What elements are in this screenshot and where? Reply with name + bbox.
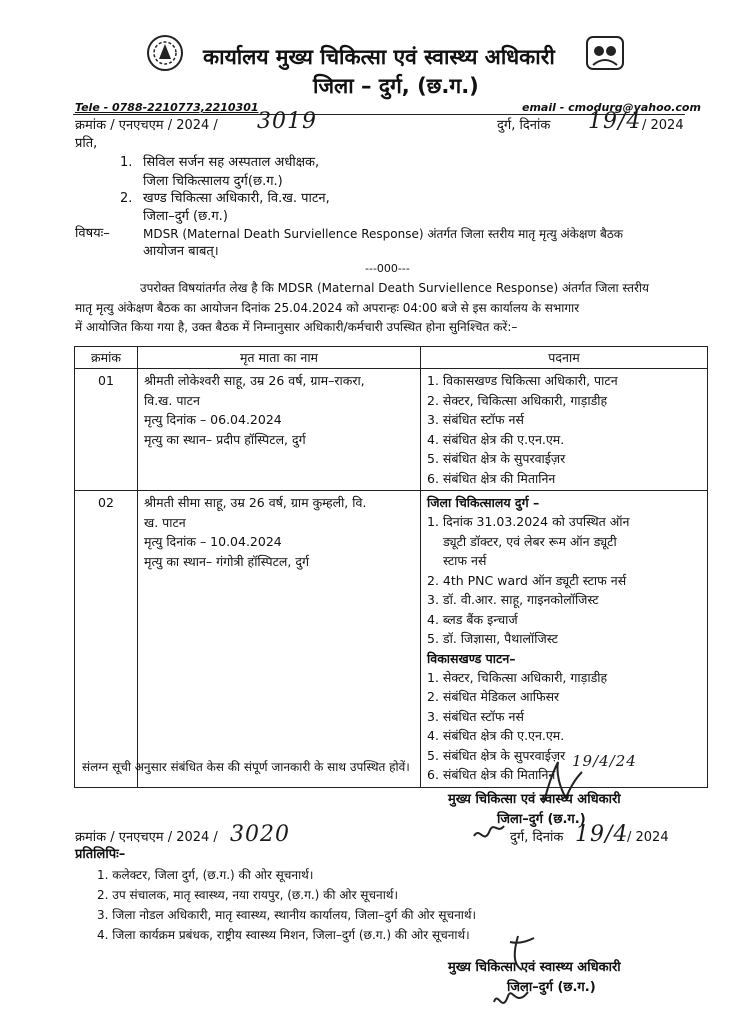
signature-2-district: जिला–दुर्ग (छ.ग.) (507, 980, 596, 995)
recipient-2-line2: जिला–दुर्ग (छ.ग.) (143, 209, 228, 224)
row-1-name-line: श्रीमती लोकेश्वरी साहू, उम्र 26 वर्ष, ग्राम–राकरा, (144, 373, 365, 388)
list-item: स्टाफ नर्स (443, 553, 487, 568)
ref-prefix: क्रमांक / एनएचएम / 2024 / (75, 118, 218, 133)
row-1-designations (421, 369, 708, 491)
table-row (75, 369, 708, 491)
row-2-name-line: श्रीमती सीमा साहू, उम्र 26 वर्ष, ग्राम कुम्हली, वि. (144, 495, 367, 510)
recipient-2-line1: खण्ड चिकित्सा अधिकारी, वि.ख. पाटन, (143, 191, 330, 206)
signature-1-district: जिला–दुर्ग (छ.ग.) (497, 812, 586, 827)
list-item: 4. संबंधित क्षेत्र की ए.एन.एम. (427, 728, 565, 743)
list-item: 6. संबंधित क्षेत्र की मितानिन (427, 470, 556, 486)
list-item: 2. सेक्टर, चिकित्सा अधिकारी, गाड़ाडीह (427, 392, 608, 408)
list-item: 4. संबंधित क्षेत्र की ए.एन.एम. (427, 431, 565, 447)
subject-line1: MDSR (Maternal Death Surviellence Response) अंतर्गत जिला स्तरीय मातृ मृत्यु अंकेक्षण बैठक (143, 227, 624, 241)
subject-divider: ---000--- (365, 262, 410, 275)
date-year: / 2024 (642, 118, 684, 133)
table-header-row (75, 347, 708, 369)
list-item: 5. संबंधित क्षेत्र के सुपरवाईज़र (427, 747, 566, 763)
emblem-right-icon (583, 33, 627, 73)
copy-ref-prefix: क्रमांक / एनएचएम / 2024 / (75, 830, 218, 845)
attendance-note: संलग्न सूची अनुसार संबंधित केस की संपूर्ण जानकारी के साथ उपस्थित होवें। (82, 760, 410, 774)
copy-item: 4. जिला कार्यक्रम प्रबंधक, राष्ट्रीय स्वास्थ्य मिशन, जिला–दुर्ग (छ.ग.) की ओर सूचनार्थ। (97, 928, 470, 942)
list-item: 6. संबंधित क्षेत्र की मितानिन (427, 767, 556, 782)
place-date-label: दुर्ग, दिनांक (497, 118, 551, 133)
body-line3: में आयोजित किया गया है, उक्त बैठक में निम्नानुसार अधिकारी/कर्मचारी उपस्थित होना सुनिश्चित करें:– (75, 320, 518, 334)
copy-place-date-label: दुर्ग, दिनांक (510, 830, 564, 845)
row-2-death-place: मृत्यु का स्थान– गंगोत्री हॉस्पिटल, दुर्ग (144, 553, 310, 569)
list-item: 5. संबंधित क्षेत्र के सुपरवाईज़र (427, 451, 566, 466)
row-2-designations (421, 491, 708, 788)
initials-mark (470, 816, 510, 852)
attendee-table (74, 346, 708, 788)
row-1-death-place: मृत्यु का स्थान– प्रदीप हॉस्पिटल, दुर्ग (144, 431, 306, 447)
recipient-2-num: 2. (120, 191, 133, 206)
group-block-patan-title: विकासखण्ड पाटन– (427, 650, 516, 666)
date-handwritten: 19/4 (588, 109, 642, 134)
telephone: Tele - 0788-2210773,2210301 (75, 101, 259, 114)
recipient-1-num: 1. (120, 155, 133, 170)
prati-label: प्रति, (75, 136, 98, 151)
header-designation: पदनाम (421, 347, 708, 369)
row-2-name-cell (138, 491, 421, 788)
copy-title: प्रतिलिपिः– (75, 847, 126, 862)
header-deceased-name: मृत माता का नाम (138, 347, 421, 369)
copy-date-year: / 2024 (627, 830, 669, 845)
body-line2: मातृ मृत्यु अंकेक्षण बैठक का आयोजन दिनांक 25.04.2024 को अपरान्हः 04:00 बजे से इस कार्यालय के सभागार (75, 301, 580, 315)
body-line1: उपरोक्त विषयांतर्गत लेख है कि MDSR (Maternal Death Surviellence Response) अंतर्गत जिला स्तरीय (140, 281, 649, 295)
row-1-name-cell (138, 369, 421, 491)
copy-item: 1. कलेक्टर, जिला दुर्ग, (छ.ग.) की ओर सूचनार्थ। (97, 868, 314, 882)
row-1-serial: 01 (75, 369, 138, 491)
header-serial: क्रमांक (75, 347, 138, 369)
row-2-serial: 02 (75, 491, 138, 788)
list-item: 2. संबंधित मेडिकल आफिसर (427, 689, 560, 704)
row-2-name-line: ख. पाटन (144, 514, 186, 530)
row-1-name-line: वि.ख. पाटन (144, 392, 200, 408)
list-item: 1. दिनांक 31.03.2024 को उपस्थित ऑन (427, 514, 630, 529)
signature-2-title: मुख्य चिकित्सा एवं स्वास्थ्य अधिकारी (448, 960, 621, 975)
office-district: जिला – दुर्ग, (छ.ग.) (313, 74, 479, 98)
list-item: 5. डॉ. जिज्ञासा, पैथालॉजिस्ट (427, 631, 558, 646)
subject-label: विषयः– (75, 226, 110, 241)
group-district-hospital-title: जिला चिकित्सालय दुर्ग – (427, 495, 540, 510)
list-item: 4. ब्लड बैंक इन्चार्ज (427, 611, 518, 627)
table-row (75, 491, 708, 788)
signature-1-date-handwritten: 19/4/24 (572, 752, 637, 770)
list-item: 3. संबंधित स्टॉफ नर्स (427, 708, 524, 724)
copy-ref-number-handwritten: 3020 (230, 822, 290, 847)
list-item: ड्यूटी डॉक्टर, एवं लेबर रूम ऑन ड्यूटी (443, 533, 617, 549)
list-item: 2. 4th PNC ward ऑन ड्यूटी स्टाफ नर्स (427, 572, 627, 588)
list-item: 3. डॉ. वी.आर. साहू, गाइनकोलॉजिस्ट (427, 592, 599, 607)
office-title: कार्यालय मुख्य चिकित्सा एवं स्वास्थ्य अधिकारी (203, 45, 555, 69)
email: email - cmodurg@yahoo.com (522, 101, 701, 114)
copy-item: 3. जिला नोडल अधिकारी, मातृ स्वास्थ्य, स्थानीय कार्यालय, जिला–दुर्ग की ओर सूचनार्थ। (97, 908, 477, 922)
list-item: 1. सेक्टर, चिकित्सा अधिकारी, गाड़ाडीह (427, 669, 608, 685)
copy-date-handwritten: 19/4 (575, 822, 629, 847)
subject-line2: आयोजन बाबत्। (143, 244, 219, 259)
row-1-death-date: मृत्यु दिनांक – 06.04.2024 (144, 412, 282, 427)
copy-item: 2. उप संचालक, मातृ स्वास्थ्य, नया रायपुर, (छ.ग.) की ओर सूचनार्थ। (97, 888, 399, 902)
list-item: 1. विकासखण्ड चिकित्सा अधिकारी, पाटन (427, 373, 618, 388)
list-item: 3. संबंधित स्टॉफ नर्स (427, 412, 524, 427)
recipient-1-line2: जिला चिकित्सालय दुर्ग(छ.ग.) (143, 174, 283, 189)
signature-1-title: मुख्य चिकित्सा एवं स्वास्थ्य अधिकारी (448, 792, 621, 807)
recipient-1-line1: सिविल सर्जन सह अस्पताल अधीक्षक, (143, 155, 320, 170)
row-2-death-date: मृत्यु दिनांक – 10.04.2024 (144, 534, 282, 549)
emblem-left-icon (143, 33, 187, 73)
ref-number-handwritten: 3019 (257, 109, 317, 134)
